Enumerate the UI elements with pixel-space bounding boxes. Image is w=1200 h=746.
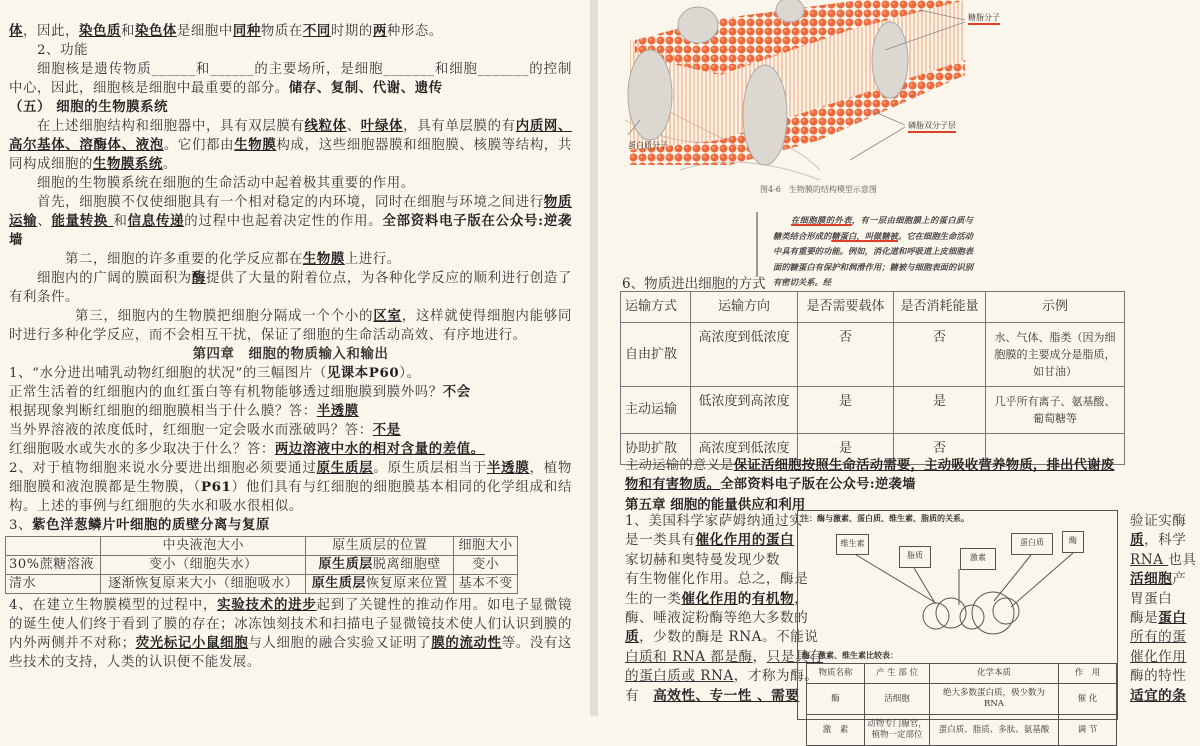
text-run: 催化作用 — [1130, 648, 1187, 665]
text-line — [1130, 667, 1196, 686]
text-line — [625, 628, 823, 647]
text-line — [1130, 512, 1196, 531]
text-run: 原生质层 — [318, 557, 373, 572]
text-run: 有生物催化作用。总之，酶是 — [625, 571, 809, 588]
text-run: 3、 — [9, 518, 33, 533]
text-run: ，具有单层膜的有 — [403, 119, 516, 134]
text-run: 酶的特性 — [1130, 668, 1187, 685]
text-run: 的蛋白质或 RNA — [625, 668, 734, 685]
header-cell: 原生质层的位置 — [306, 537, 454, 556]
table-cell: 是 — [894, 387, 986, 434]
header-cell: 示例 — [986, 292, 1125, 323]
table-cell: 否 — [894, 434, 986, 465]
text-run: 细胞的生物膜系统在细胞的生命活动中起着极其重要的作用。 — [37, 176, 415, 191]
text-run: 染色体 — [134, 23, 177, 39]
table-header-row — [621, 292, 1125, 323]
table-row — [807, 684, 1117, 715]
table-cell — [306, 575, 454, 594]
text-line — [625, 667, 823, 686]
table-cell: 否 — [894, 323, 986, 387]
table-cell: 调 节 — [1059, 715, 1117, 746]
text-run: 种形态。 — [386, 24, 443, 39]
paragraph — [9, 383, 572, 402]
text-line — [625, 531, 823, 550]
text-run: ）。 — [399, 366, 421, 381]
table-cell: 激 素 — [807, 715, 865, 746]
text-line — [1130, 628, 1196, 647]
table-cell: 是 — [798, 434, 894, 465]
text-run: 是一类具有 — [625, 532, 696, 549]
table-row — [621, 323, 1125, 387]
table-cell: 主动运输 — [621, 387, 691, 434]
table-cell: 蛋白质、脂质、多肽、氨基酸 — [930, 715, 1059, 746]
text-run: 适宜的条 — [1130, 687, 1187, 704]
text-run: ）他们具有与红细胞的细胞膜基本相同的化学组成和结构。上述的事例与红细胞的失水和吸水很相似。 — [9, 480, 572, 514]
text-run: 酶、唾液淀粉酶等绝大多数的 — [625, 610, 809, 627]
text-run: 家切赫和奥特曼发现少数 — [625, 551, 781, 568]
text-run: 膜的流动性 — [431, 635, 502, 651]
table-cell: 动物专门腺官，植物一定部位 — [865, 715, 930, 746]
text-run: 线粒体 — [304, 118, 347, 134]
table-cell — [454, 575, 518, 594]
text-run: 第三，细胞内的生物膜把细胞分隔成一个个小的 — [75, 309, 374, 324]
plasmolysis-table — [5, 536, 518, 594]
transport-table — [620, 291, 1125, 465]
box-enzyme: 酶 — [1062, 531, 1084, 553]
text-line — [625, 570, 823, 589]
label-phospholipid-bilayer: 磷脂双分子层 — [908, 120, 956, 133]
enzyme-circle — [993, 598, 1019, 624]
text-run: 细胞核是遗传物质 — [37, 62, 152, 77]
text-run: 染色质 — [78, 23, 121, 39]
header-cell: 作 用 — [1059, 664, 1117, 684]
text-run: 的 — [737, 590, 752, 607]
text-run: ，植物细胞膜和液泡膜都是生物膜，（ — [9, 461, 572, 495]
text-run: 和 — [195, 62, 211, 77]
text-run: 生物膜 — [234, 137, 277, 153]
table-cell: 几乎所有离子、氨基酸、葡萄糖等 — [986, 387, 1125, 434]
text-run: 根据现象判断红细胞的细胞膜相当于什么膜？答： — [9, 404, 317, 419]
enzyme-text-right-column — [1130, 512, 1196, 706]
text-run: 生物膜系统 — [92, 156, 163, 172]
text-run: 不会 — [442, 384, 471, 400]
right-page — [598, 0, 1200, 740]
text-run: 酶 — [191, 270, 206, 286]
text-run: 也具 — [1168, 551, 1197, 568]
text-run: ， — [752, 648, 767, 665]
box-hormone: 激素 — [960, 548, 996, 570]
text-run: 只是具有 — [766, 648, 824, 665]
connector-line — [914, 568, 935, 603]
table-cell — [101, 556, 306, 575]
table-cell: 否 — [798, 323, 894, 387]
table-cell — [6, 575, 101, 594]
text-run: 构成，这些细胞器膜和细胞膜、核膜等结构，共同构成细胞的 — [9, 138, 572, 172]
header-cell: 是否需要载体 — [798, 292, 894, 323]
chapter-5-title: 第五章 细胞的能量供应和利用 — [625, 497, 806, 513]
header-cell: 物质名称 — [807, 664, 865, 684]
text-run: 变小 — [472, 557, 500, 572]
text-run: 信息传递 — [127, 213, 185, 229]
text-run: 酶是 — [1130, 610, 1159, 627]
table-cell — [454, 556, 518, 575]
paragraph — [9, 402, 572, 421]
text-run: 高效性、专一性 、需要 — [653, 687, 800, 704]
text-run: 两边溶液中水的相对含量的差值。 — [274, 441, 485, 457]
text-run: 变小（细胞失水） — [148, 557, 258, 572]
text-run: ，才称为酶。 — [733, 668, 819, 685]
text-line — [1130, 687, 1196, 706]
text-line — [625, 512, 823, 531]
text-run: 催化作用的蛋白 — [695, 532, 795, 549]
text-run: ，科学 — [1144, 532, 1187, 549]
header-cell: 是否消耗能量 — [894, 292, 986, 323]
text-run: 同种 — [232, 23, 261, 39]
table-header-row — [807, 664, 1117, 684]
text-line — [625, 687, 823, 706]
text-run: 生物膜 — [302, 251, 345, 267]
text-run: 产 — [1172, 571, 1187, 588]
paragraph — [9, 364, 572, 383]
text-run: 第四章 细胞的物质输入和输出 — [192, 346, 389, 362]
table-cell: 催 化 — [1059, 684, 1117, 715]
text-run: 紫色洋葱鳞片叶细胞的质壁分离与复原 — [32, 517, 270, 533]
figure-caption: 图4-6 生物膜的结构模型示意图 — [760, 185, 877, 194]
box-protein: 蛋白质 — [1011, 533, 1053, 555]
paragraph — [9, 117, 572, 174]
text-run: 全部资料电子版在公众号:逆袭墙 — [720, 477, 916, 492]
section-6-title: 6、物质进出细胞的方式 — [622, 276, 766, 292]
text-run: 叶绿体 — [360, 118, 404, 134]
text-line — [625, 590, 823, 609]
text-run: 和 — [120, 24, 135, 39]
text-run: 红细胞吸水或失水的多少取决于什么？答： — [9, 442, 275, 457]
text-run: 质 — [625, 629, 640, 646]
text-run: 时期的 — [330, 24, 373, 39]
left-page — [0, 0, 590, 716]
text-run: 脱离细胞壁 — [372, 557, 441, 572]
text-run: 的主要场所，是细胞 — [254, 62, 384, 77]
paragraph — [9, 345, 572, 364]
table-cell: 高浓度到低浓度 — [691, 434, 798, 465]
text-run: 验证实酶 — [1130, 513, 1187, 529]
text-run: 半透膜 — [486, 460, 530, 476]
membrane-structure-figure — [620, 0, 980, 200]
table-row — [6, 556, 518, 575]
text-run: ，这样就使得细胞内能够同时进行多种化学反应，而不会相互干扰，保证了细胞的生命活动高效、有序地进行。 — [9, 309, 573, 343]
paragraph — [9, 516, 572, 535]
header-cell: 运输方向 — [691, 292, 798, 323]
active-transport-significance — [625, 456, 1125, 494]
table-cell: 酶 — [807, 684, 865, 715]
text-run: 正常生活着的红细胞内的血红蛋白等有机物能够透过细胞膜到膜外吗？ — [9, 385, 443, 400]
left-page-text — [9, 22, 572, 672]
glycocalyx-note — [773, 213, 973, 291]
text-run: ， — [794, 590, 809, 607]
text-run: ______ — [151, 62, 196, 77]
text-run: 全部资料电子版在公众号:逆袭墙 — [9, 213, 572, 248]
table-cell: 低浓度到高浓度 — [691, 387, 798, 434]
header-cell: 化学本质 — [930, 664, 1059, 684]
table-header-row — [6, 537, 518, 556]
text-run: 和细胞 — [434, 62, 478, 77]
text-line — [1130, 648, 1196, 667]
text-run: _______ — [383, 62, 435, 77]
text-run: 生的一类 — [625, 590, 682, 607]
text-run: 与人细胞的融合实验又证明了 — [248, 636, 432, 651]
text-run: 基本不变 — [458, 576, 513, 591]
text-line — [625, 551, 823, 570]
text-run: 能量转换 — [51, 213, 114, 229]
text-run: 两 — [372, 23, 387, 39]
text-run: P61 — [200, 479, 232, 495]
text-run: 第二，细胞的许多重要的化学反应都在 — [65, 252, 303, 267]
text-run: 在上述细胞结构和细胞器中，具有双层膜有 — [37, 119, 305, 134]
header-cell — [6, 537, 101, 556]
table-cell: 活细胞 — [865, 684, 930, 715]
text-run: 主动运输的意义是 — [625, 458, 734, 473]
box-vitamin: 维生素 — [836, 534, 869, 555]
text-run: 。 — [162, 157, 177, 172]
text-run: 在细胞膜的外表 — [791, 215, 852, 225]
text-run: 储存、复制、代谢、遗传 — [288, 80, 443, 96]
text-line — [1130, 609, 1196, 628]
paragraph-membrane-model — [9, 596, 572, 672]
text-run: RNA — [1130, 551, 1169, 568]
table-cell: 高浓度到低浓度 — [691, 323, 798, 387]
paragraph — [9, 440, 572, 459]
enzyme-relationship-diagram — [797, 510, 1118, 740]
text-run: 细胞内的广阔的膜面积为 — [37, 271, 192, 286]
text-run: 内质网、高尔基体、溶酶体、液泡 — [9, 118, 572, 153]
text-run: 原生质层 — [311, 576, 367, 591]
text-run: 的过程中也起着决定性的作用。 — [184, 214, 383, 229]
text-run: _______ — [477, 62, 529, 77]
text-line — [1130, 590, 1196, 609]
text-run: 提供了大量的附着位点，为各种化学反应的顺利进行创造了有利条件。 — [9, 271, 572, 305]
text-run: 原生质层 — [316, 460, 374, 476]
text-run: 2、对于植物细胞来说水分要进出细胞必须要通过 — [9, 461, 317, 476]
text-run: 不同 — [302, 23, 331, 39]
paragraph — [9, 22, 572, 41]
text-run: 活细胞 — [1130, 571, 1173, 588]
paragraph — [9, 459, 572, 516]
table-cell — [101, 575, 306, 594]
text-run: 不是 — [372, 422, 401, 438]
text-run: 实验技术的进步 — [217, 597, 317, 613]
paragraph — [9, 60, 572, 98]
text-run: 是细胞中 — [176, 24, 233, 39]
table-row — [6, 575, 518, 594]
table-cell: 水、气体、脂类（因为细胞膜的主要成分是脂质，如甘油） — [986, 323, 1125, 387]
text-run: 。它们都由 — [163, 138, 235, 153]
text-run: 逐渐恢复原来大小（细胞吸水） — [108, 576, 299, 591]
paragraph — [9, 41, 572, 60]
text-run: 30%蔗糖溶液 — [9, 557, 95, 572]
text-run: ______ — [210, 62, 254, 77]
text-run: 糖蛋白，叫做糖被 — [831, 230, 899, 241]
box-lipid: 脂质 — [899, 546, 931, 568]
paragraph — [9, 250, 572, 269]
text-run: 1、美国科学家萨姆纳通过实 — [625, 513, 804, 529]
text-run: 有 — [625, 687, 654, 704]
diagram-note: 注：酶与激素、蛋白质、维生素、脂质的关系。 — [801, 513, 969, 523]
table-row — [807, 715, 1117, 746]
paragraph — [9, 421, 572, 440]
paragraph — [9, 193, 572, 250]
text-line — [1130, 570, 1196, 589]
text-run: 催化作用 — [681, 590, 738, 607]
text-run: 、 — [37, 214, 52, 229]
table-cell — [6, 556, 101, 575]
text-run: 物质在 — [260, 24, 303, 39]
text-run: 、 — [346, 119, 361, 134]
enzyme-text-left-column — [625, 512, 823, 706]
paragraph — [9, 269, 572, 307]
text-run: 胃蛋白 — [1130, 590, 1173, 607]
text-run: ，因此， — [23, 24, 79, 39]
table-cell: 绝大多数蛋白质，极少数为 RNA — [930, 684, 1059, 715]
text-run: 和 — [113, 214, 128, 229]
text-run: 见课本P60 — [326, 365, 400, 381]
table-cell: 是 — [798, 387, 894, 434]
text-run: （五） 细胞的生物膜系统 — [9, 99, 169, 115]
table-cell — [306, 556, 454, 575]
text-run: 荧光标记小鼠细胞 — [135, 635, 249, 651]
connector-line — [1011, 553, 1073, 607]
text-line — [1130, 531, 1196, 550]
text-run: ，有一层由细胞膜上的蛋白质与糖类结合形成的 — [773, 215, 973, 241]
text-line — [625, 648, 823, 667]
comparison-table-label: 酶、激素、维生素比较表： — [802, 650, 898, 660]
table-row — [621, 387, 1125, 434]
text-run: 等。没有这些技术的支持，人类的认识便不能发展。 — [9, 636, 572, 670]
text-run: 1、“水分进出哺乳动物红细胞的状况”的三幅图片（ — [9, 366, 327, 381]
label-protein-molecule: 蛋白质分子 — [628, 141, 668, 150]
paragraph — [9, 98, 572, 117]
paragraph — [9, 174, 572, 193]
text-run: 2、功能 — [37, 43, 89, 58]
text-run: 恢复原来位置 — [366, 576, 448, 591]
text-line — [625, 609, 823, 628]
header-cell: 运输方式 — [621, 292, 691, 323]
label-glycolipid: 糖脂分子 — [968, 12, 1000, 25]
table-cell: 协助扩散 — [621, 434, 691, 465]
text-run: 所有的蛋 — [1130, 629, 1187, 646]
text-line — [1130, 551, 1196, 570]
text-run: 保证活细胞按照生命活动需要，主动吸收营养物质，排出代谢废物和有害物质。 — [625, 458, 1115, 492]
text-run: 4、在建立生物膜模型的过程中， — [9, 598, 218, 613]
enzyme-hormone-comparison-table — [806, 663, 1117, 746]
text-run: 体 — [9, 23, 23, 39]
table-cell: 自由扩散 — [621, 323, 691, 387]
paragraph — [9, 307, 572, 345]
header-cell: 细胞大小 — [454, 537, 518, 556]
header-cell: 产 生 部 位 — [865, 664, 930, 684]
text-run: 半透膜 — [316, 403, 359, 419]
text-run: 区室 — [373, 308, 402, 324]
text-run: ，少数的酶是 RNA。不能说 — [639, 629, 819, 646]
text-run: 物质运输 — [9, 194, 572, 229]
paragraph-list — [9, 22, 572, 535]
text-run: 起到了关键性的推动作用。如电子显微镜的诞生使人们终于看到了膜的存在；冰冻蚀刻技术和扫描电子显微镜技术使人们认识到膜的内外两侧并不对称； — [9, 598, 572, 651]
header-cell: 中央液泡大小 — [101, 537, 306, 556]
text-run: 当外界溶液的浓度低时，红细胞一定会吸水而涨破吗？答： — [9, 423, 373, 438]
text-run: 。原生质层相当于 — [373, 461, 487, 476]
text-run: 蛋白 — [1158, 610, 1187, 627]
text-run: 上进行。 — [344, 252, 401, 267]
text-run: 质 — [1130, 532, 1145, 549]
text-run: 有机物 — [751, 590, 795, 607]
text-run: 的控制中心，因此，细胞核是细胞中最重要的部分。 — [9, 62, 572, 96]
text-run: 。它在细胞生命活动中具有重要的功能。例如，消化道和呼吸道上皮细胞表面的糖蛋白有保护和润滑作用；糖被与细胞表面的识别有密切关系。经 — [773, 230, 973, 287]
text-run: 白质和 RNA 都是酶 — [625, 648, 753, 665]
page-gutter — [590, 0, 598, 716]
text-run: 首先，细胞膜不仅使细胞具有一个相对稳定的内环境，同时在细胞与环境之间进行 — [37, 195, 544, 210]
text-run: 清水 — [9, 576, 37, 591]
note-rule — [756, 212, 758, 277]
